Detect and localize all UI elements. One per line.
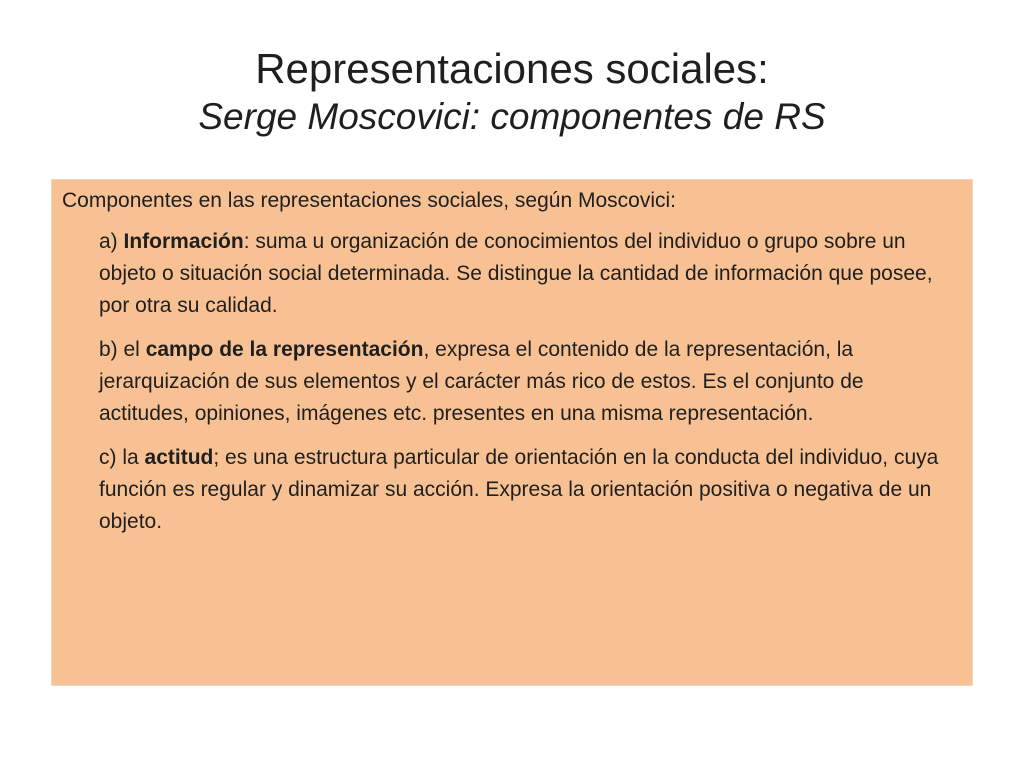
item-term: actitud xyxy=(144,446,214,469)
title-main: Representaciones sociales: xyxy=(255,45,769,92)
item-term: Información xyxy=(123,230,244,253)
item-prefix: c) la xyxy=(99,446,145,469)
item-prefix: a) xyxy=(99,230,124,253)
item-text: ; es una estructura particular de orientación en la conducta del individuo, cuya función es regular y dinamizar su acción. Expresa la orientación positiva o negativa de un objeto. xyxy=(99,446,939,533)
content-box xyxy=(51,179,973,686)
list-item-actitud xyxy=(99,442,952,538)
list-item-campo xyxy=(99,334,952,430)
title-subtitle: Serge Moscovici: componentes de RS xyxy=(198,96,826,137)
item-term: campo de la representación xyxy=(145,338,424,361)
intro-text: Componentes en las representaciones sociales, según Moscovici: xyxy=(62,189,676,212)
slide-title xyxy=(0,44,1024,140)
item-text: , expresa el contenido de la representación, la jerarquización de sus elementos y el carácter más rico de estos. Es el conjunto de actitudes, opiniones, imágenes etc. presentes en una misma representación. xyxy=(99,338,864,425)
item-text: : suma u organización de conocimientos del individuo o grupo sobre un objeto o situación social determinada. Se distingue la cantidad de información que posee, por otra su calidad. xyxy=(99,230,933,317)
list-item-informacion xyxy=(99,226,952,322)
item-prefix: b) el xyxy=(99,338,146,361)
